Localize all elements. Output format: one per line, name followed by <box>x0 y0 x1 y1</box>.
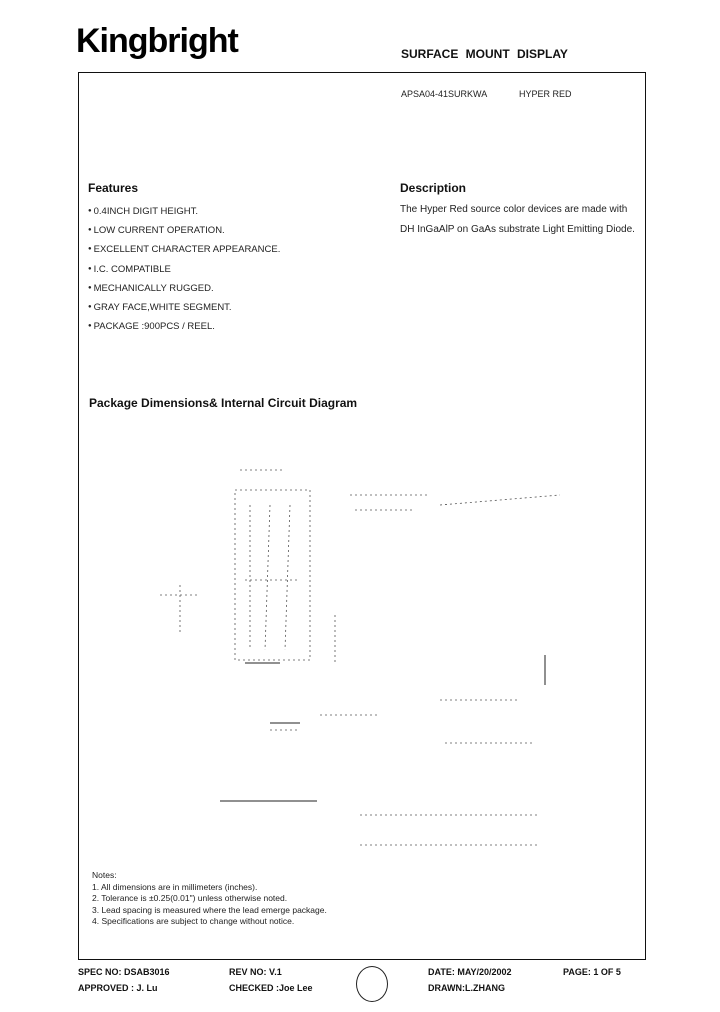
page-value: 1 OF 5 <box>593 967 621 977</box>
note-item: 1. All dimensions are in millimeters (inches). <box>92 881 258 892</box>
page-number <box>563 967 621 977</box>
part-color: HYPER RED <box>519 89 572 99</box>
checked-label: CHECKED : <box>229 983 280 993</box>
feature-item: ● 0.4INCH DIGIT HEIGHT. <box>88 202 280 221</box>
drawing-solid-lines <box>220 655 545 801</box>
description-text: The Hyper Red source color devices are made with DH InGaAlP on GaAs substrate Light Emitting Diode. <box>400 204 635 235</box>
feature-item: ● I.C. COMPATIBLE <box>88 260 280 279</box>
brand-logo: Kingbright <box>76 22 238 60</box>
note-item: 3. Lead spacing is measured where the lead emerge package. <box>92 904 327 915</box>
note-item: 4. Specifications are subject to change without notice. <box>92 916 295 927</box>
date-label: DATE: <box>428 967 455 977</box>
feature-item: ● PACKAGE :900PCS / REEL. <box>88 317 280 336</box>
feature-item: ● EXCELLENT CHARACTER APPEARANCE. <box>88 240 280 259</box>
package-heading: Package Dimensions& Internal Circuit Diagram <box>89 396 358 410</box>
part-number: APSA04-41SURKWA <box>401 89 488 99</box>
document-title: SURFACE MOUNT DISPLAY <box>401 47 568 61</box>
drawn <box>428 983 505 993</box>
checked <box>229 983 313 993</box>
drawn-value: L.ZHANG <box>465 983 505 993</box>
feature-item: ● MECHANICALLY RUGGED. <box>88 279 280 298</box>
approval-stamp <box>356 966 388 1002</box>
date-value: MAY/20/2002 <box>457 967 512 977</box>
notes-block <box>92 870 327 928</box>
approved-label: APPROVED : <box>78 983 135 993</box>
spec-no-label: SPEC NO: <box>78 967 122 977</box>
package-dimension-drawing <box>140 450 570 850</box>
description-heading: Description <box>400 181 467 195</box>
approved-value: J. Lu <box>136 983 158 993</box>
drawn-label: DRAWN: <box>428 983 465 993</box>
features-heading: Features <box>88 181 139 195</box>
notes-title: Notes: <box>92 870 117 880</box>
date <box>428 967 512 977</box>
drawing-outline <box>160 470 560 845</box>
feature-item: ● GRAY FACE,WHITE SEGMENT. <box>88 298 280 317</box>
page-label: PAGE: <box>563 967 591 977</box>
features-list <box>88 202 280 336</box>
approved <box>78 983 158 993</box>
spec-no <box>78 967 170 977</box>
rev-no-label: REV NO: <box>229 967 267 977</box>
feature-item: ● LOW CURRENT OPERATION. <box>88 221 280 240</box>
spec-no-value: DSAB3016 <box>124 967 170 977</box>
rev-no-value: V.1 <box>269 967 282 977</box>
checked-value: Joe Lee <box>279 983 313 993</box>
rev-no <box>229 967 282 977</box>
note-item: 2. Tolerance is ±0.25(0.01") unless otherwise noted. <box>92 893 288 904</box>
